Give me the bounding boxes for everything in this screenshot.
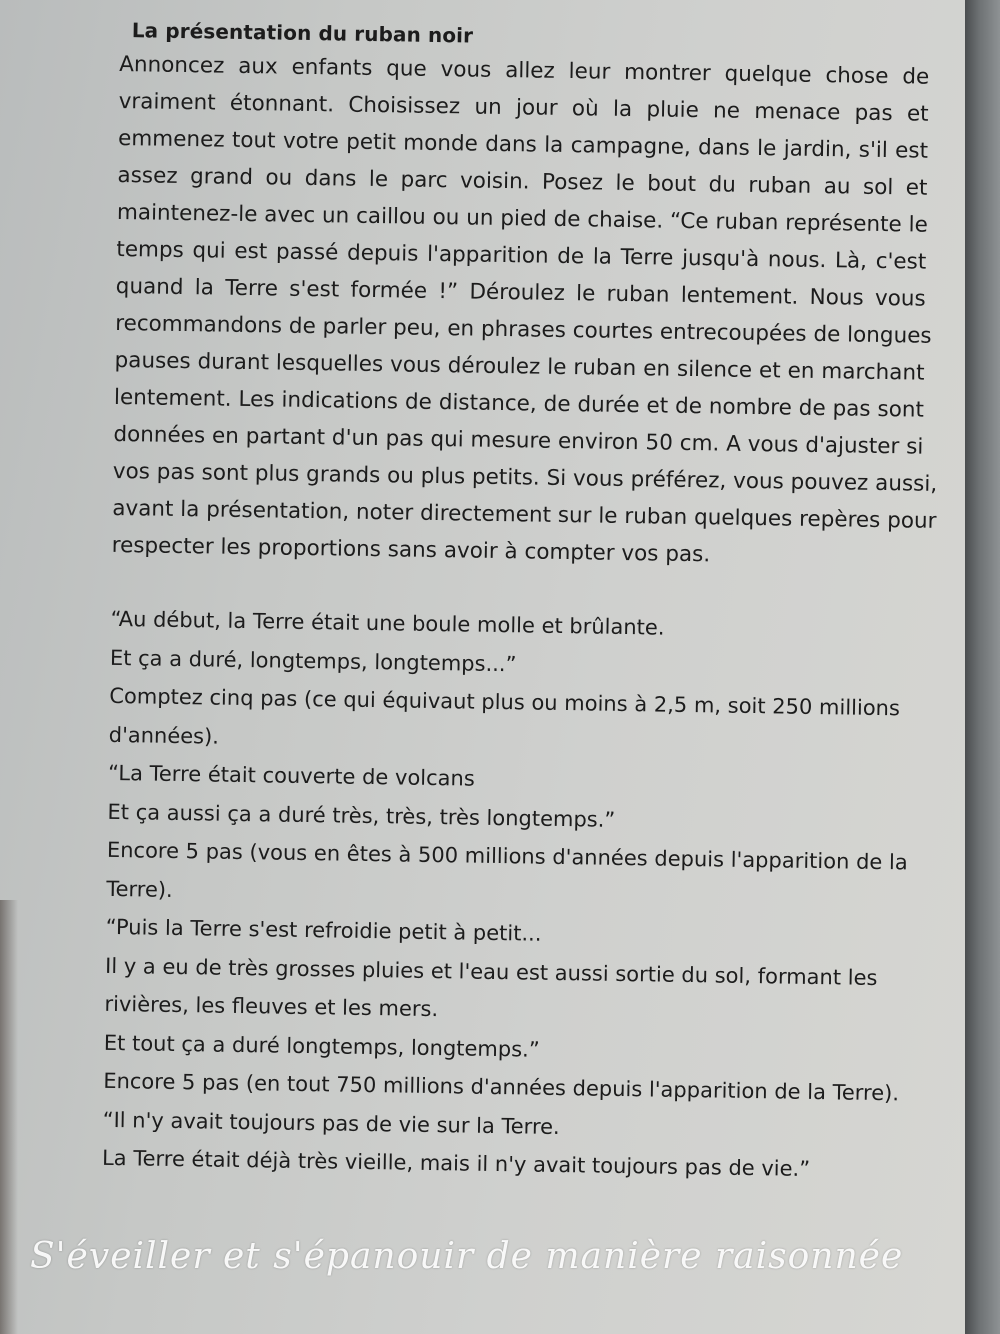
story-section <box>102 600 921 1190</box>
story-line: Encore 5 pas (en tout 750 millions d'années depuis l'apparition de la Terre). <box>103 1068 900 1106</box>
intro-line: temps qui est passé depuis l'apparition de la Terre jusqu'à nous. Là, c'est <box>116 236 927 275</box>
watermark-text: S'éveiller et s'épanouir de manière raisonnée <box>30 1236 904 1277</box>
section-heading: La présentation du ruban noir <box>131 18 474 48</box>
intro-line: quand la Terre s'est formée !” Déroulez le ruban lentement. Nous vous <box>115 273 926 312</box>
story-line: Encore 5 pas (vous en êtes à 500 millions d'années depuis l'apparition de la <box>106 837 908 875</box>
story-line: Terre). <box>106 876 173 902</box>
intro-line: emmenez tout votre petit monde dans la campagne, dans le jardin, s'il est <box>117 125 929 164</box>
intro-paragraph <box>111 46 938 577</box>
story-line: “La Terre était couverte de volcans <box>107 760 475 791</box>
story-line: “Puis la Terre s'est refroidie petit à petit... <box>105 914 542 946</box>
story-line: d'années). <box>108 722 220 749</box>
text-block <box>101 18 938 1190</box>
story-line: rivières, les fleuves et les mers. <box>104 991 439 1022</box>
intro-line: données en partant d'un pas qui mesure environ 50 cm. A vous d'ajuster si <box>113 421 924 460</box>
intro-line: avant la présentation, noter directement sur le ruban quelques repères pour <box>112 495 937 534</box>
story-line: “Au début, la Terre était une boule molle et brûlante. <box>110 606 665 640</box>
intro-line: maintenez-le avec un caillou ou un pied de chaise. “Ce ruban représente le <box>116 199 928 238</box>
story-line: “Il n'y avait toujours pas de vie sur la Terre. <box>102 1107 560 1139</box>
story-line: Comptez cinq pas (ce qui équivaut plus ou moins à 2,5 m, soit 250 millions <box>109 683 901 721</box>
intro-line: pauses durant lesquelles vous déroulez le ruban en silence et en marchant <box>114 347 925 386</box>
intro-line: vos pas sont plus grands ou plus petits. Si vous préférez, vous pouvez aussi, <box>112 458 938 497</box>
intro-line: Annoncez aux enfants que vous allez leur montrer quelque chose de <box>119 51 930 90</box>
story-line: Il y a eu de très grosses pluies et l'eau est aussi sortie du sol, formant les <box>104 953 878 990</box>
book-edge <box>965 0 1000 1334</box>
story-line: Et ça a duré, longtemps, longtemps...” <box>109 645 517 676</box>
intro-line: lentement. Les indications de distance, de durée et de nombre de pas sont <box>113 384 925 423</box>
intro-line: recommandons de parler peu, en phrases courtes entrecoupées de longues <box>115 310 932 349</box>
page-shadow <box>0 900 18 1334</box>
story-line: Et tout ça a duré longtemps, longtemps.” <box>103 1030 540 1062</box>
story-line: Et ça aussi ça a duré très, très, très longtemps.” <box>107 799 616 832</box>
intro-line-last: respecter les proportions sans avoir à compter vos pas. <box>111 532 711 568</box>
intro-line: vraiment étonnant. Choisissez un jour où la pluie ne menace pas et <box>118 88 929 127</box>
intro-line: assez grand ou dans le parc voisin. Posez le bout du ruban au sol et <box>117 162 928 201</box>
story-line: La Terre était déjà très vieille, mais il n'y avait toujours pas de vie.” <box>101 1145 811 1181</box>
